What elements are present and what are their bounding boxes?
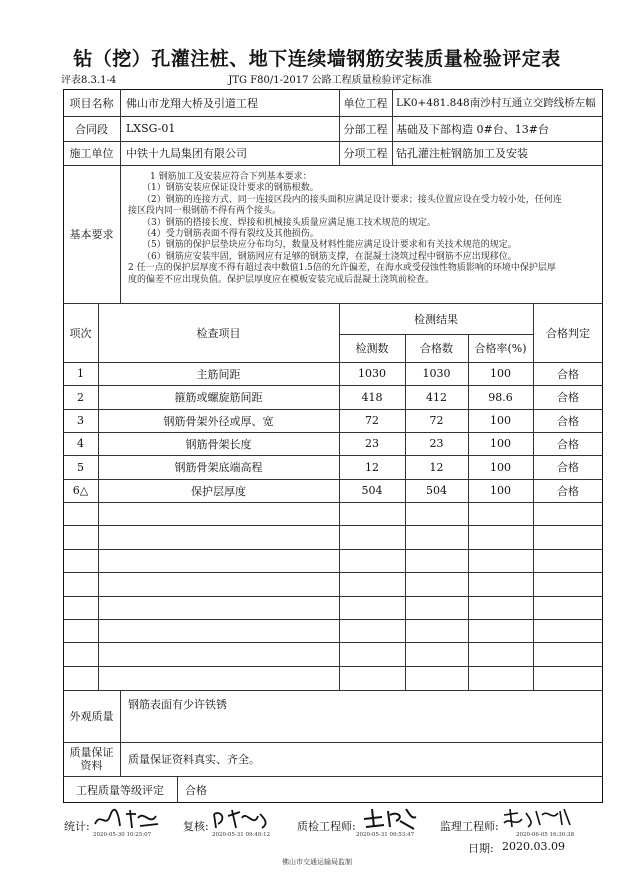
row-5-rate: 100 [490, 460, 511, 474]
row-2-rate: 98.6 [488, 390, 513, 404]
qc-engineer-label: 质检工程师: [297, 820, 356, 833]
appearance-label: 外观质量 [69, 710, 114, 723]
col-header-result: 检测结果 [414, 312, 458, 326]
row-6-rate: 100 [490, 484, 511, 497]
row-2-item: 箍筋或螺旋筋间距 [174, 391, 263, 404]
requirement-line: （6）钢筋应安装牢固，钢筋网应有足够的钢筋支撑，在混凝土浇筑过程中钢筋不应出现移位。 [142, 251, 517, 262]
col-header-count: 检测数 [355, 342, 389, 355]
requirement-line: （1）钢筋安装应保证设计要求的钢筋根数。 [142, 183, 319, 194]
row-divider [63, 619, 603, 620]
row-5-count: 12 [365, 460, 379, 474]
row-divider [63, 572, 603, 573]
requirement-line: （4）受力钢筋表面不得有裂纹及其他损伤。 [142, 229, 319, 240]
row-divider [63, 502, 603, 503]
stats-label: 统计: [64, 820, 90, 833]
division-label: 分部工程 [343, 122, 388, 136]
date-label: 日期: [468, 842, 494, 855]
row-6-pass: 504 [426, 484, 447, 497]
review-signature [210, 806, 272, 832]
row-4-pass: 23 [429, 437, 444, 450]
row-2-no: 2 [77, 390, 84, 404]
row-divider [63, 596, 603, 597]
row-1-item: 主筋间距 [196, 367, 241, 381]
sub-item-label: 分项工程 [343, 147, 388, 160]
supervisor-signature [500, 805, 576, 831]
requirement-line: 度的偏差不应出现负值。保护层厚度应在模板安装完成后混凝土浇筑前检查。 [128, 274, 435, 285]
appearance-value: 钢筋表面有少许铁锈 [128, 698, 227, 711]
requirement-line: 接区段内同一根钢筋不得有两个接头。 [128, 206, 282, 217]
quality-docs-value: 质量保证资料真实、齐全。 [128, 753, 260, 766]
row-divider [63, 666, 603, 667]
row-divider [63, 549, 603, 550]
review-timestamp: 2020-05-31 09:49:12 [212, 832, 271, 838]
row-1-no: 1 [77, 367, 84, 380]
col-header-no: 项次 [69, 326, 92, 340]
unit-project-value: LK0+481.848南沙村互通立交跨线桥左幅 [396, 97, 596, 109]
row-4-item: 钢筋骨架长度 [185, 437, 252, 451]
requirements-text [128, 172, 598, 286]
quality-grade-value: 合格 [185, 783, 207, 797]
row-1-judge: 合格 [557, 367, 579, 381]
contractor-value: 中铁十九局集团有限公司 [126, 147, 247, 160]
row-1-pass: 1030 [422, 367, 451, 380]
requirements-label: 基本要求 [69, 228, 114, 241]
row-6-count: 504 [361, 484, 383, 497]
row-3-item: 钢筋骨架外径或厚、宽 [163, 414, 274, 428]
row-5-pass: 12 [429, 460, 444, 474]
row-3-pass: 72 [429, 414, 444, 427]
stats-signature [92, 806, 162, 832]
col-header-pass: 合格数 [420, 342, 453, 355]
sub-item-value: 钻孔灌注桩钢筋加工及安装 [396, 147, 528, 160]
division-value: 基础及下部构造 0#台、13#台 [396, 122, 549, 136]
row-4-count: 23 [365, 437, 379, 450]
row-divider [63, 642, 603, 643]
project-name-label: 项目名称 [69, 96, 114, 110]
row-4-judge: 合格 [557, 437, 579, 451]
requirement-line: 1 钢筋加工及安装应符合下列基本要求： [150, 172, 312, 182]
row-3-judge: 合格 [557, 414, 579, 428]
contract-label: 合同段 [75, 122, 108, 136]
qc-engineer-signature [360, 805, 420, 831]
col-header-judge: 合格判定 [546, 326, 590, 340]
requirement-line: （5）钢筋的保护层垫块应分布均匀，数量及材料性能应满足设计要求和有关技术规范的规定。 [142, 240, 517, 251]
row-6-judge: 合格 [557, 484, 579, 498]
requirement-line: 2 任一点的保护层厚度不得有超过表中数值1.5倍的允许偏差，在海水或受侵蚀性物质影响的环境中保护层厚 [128, 263, 556, 274]
review-label: 复核: [183, 820, 209, 833]
row-2-count: 418 [361, 390, 383, 404]
row-2-judge: 合格 [557, 391, 579, 404]
row-6-item: 保护层厚度 [191, 484, 246, 498]
row-1-count: 1030 [358, 367, 386, 380]
contractor-label: 施工单位 [69, 147, 114, 160]
supervisor-timestamp: 2020-06-05 16:30:38 [516, 832, 575, 838]
unit-project-label: 单位工程 [343, 96, 388, 110]
quality-docs-label-line2: 资料 [80, 759, 103, 772]
project-name-value: 佛山市龙翔大桥及引道工程 [126, 96, 258, 110]
row-5-item: 钢筋骨架底端高程 [174, 461, 263, 474]
row-3-rate: 100 [490, 414, 511, 427]
requirement-line: （2）钢筋的连接方式、同一连接区段内的接头面积应满足设计要求；接头位置应设在受力较小处，任何连 [142, 194, 562, 205]
form-number: 评表8.3.1-4 [61, 75, 117, 86]
col-header-rate: 合格率(%) [474, 342, 527, 355]
quality-grade-label: 工程质量等级评定 [76, 783, 164, 797]
form-title: 钻（挖）孔灌注桩、地下连续墙钢筋安装质量检验评定表 [73, 48, 561, 70]
row-1-rate: 100 [490, 367, 511, 380]
requirement-line: （3）钢筋的搭接长度、焊接和机械接头质量应满足施工技术规范的规定。 [142, 217, 436, 228]
row-divider [63, 525, 603, 526]
date-value: 2020.03.09 [502, 840, 565, 853]
row-3-no: 3 [77, 414, 84, 427]
row-4-rate: 100 [490, 437, 511, 450]
stats-timestamp: 2020-05-30 10:25:07 [93, 832, 152, 838]
quality-docs-label [63, 742, 120, 776]
col-divider [120, 165, 121, 303]
col-header-item: 检查项目 [196, 326, 241, 340]
row-5-no: 5 [77, 460, 84, 474]
row-5-judge: 合格 [557, 461, 579, 474]
page-footer: 佛山市交通运输局监制 [282, 858, 352, 866]
row-2-pass: 412 [426, 390, 447, 404]
row-6-no: 6△ [72, 484, 89, 497]
row-3-count: 72 [365, 414, 379, 427]
row-4-no: 4 [77, 437, 84, 450]
standard-reference: JTG F80/1-2017 公路工程质量检验评定标准 [228, 75, 432, 86]
row-divider [63, 165, 603, 166]
contract-value: LXSG-01 [126, 122, 176, 135]
qc-engineer-timestamp: 2020-05-31 09:53:47 [356, 832, 415, 838]
quality-docs-label-line1: 质量保证 [69, 746, 114, 759]
supervisor-label: 监理工程师: [440, 820, 499, 833]
